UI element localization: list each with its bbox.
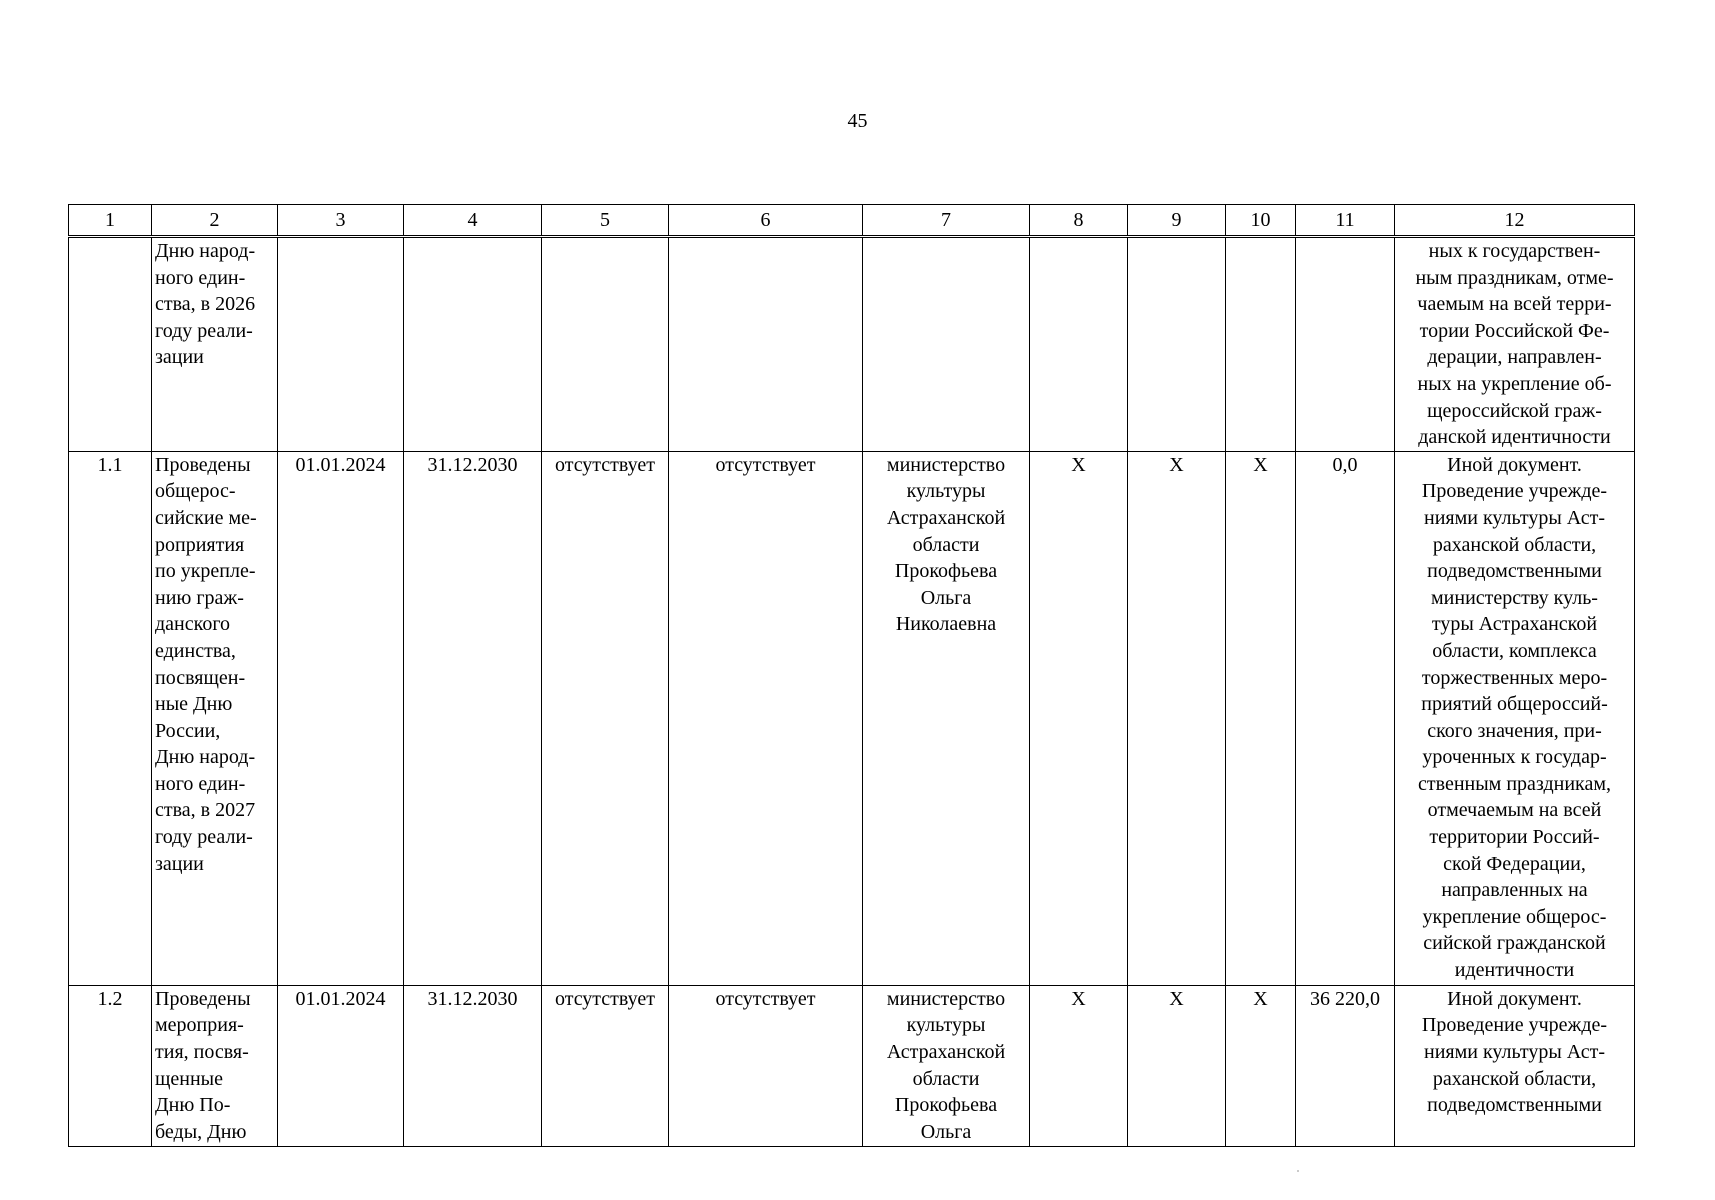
cell-end-date	[404, 237, 542, 452]
cell-col8	[1030, 237, 1128, 452]
cell-document: Иной документ. Проведение учрежде- ниями культуры Аст- раханской области, подведомственными министерству куль- туры Астраханской области, комплекса торжественных меро- приятий общероссий- ского значения, при- уроченных к государ- ственным праздникам, отмечаемым на всей территории Россий- ской Федерации, направленных на укрепление общерос- сийской гражданской идентичности	[1395, 451, 1635, 985]
cell-end-date: 31.12.2030	[404, 451, 542, 985]
cell-col10: Х	[1226, 451, 1296, 985]
cell-amount	[1296, 237, 1395, 452]
cell-amount: 36 220,0	[1296, 985, 1395, 1146]
scan-speck	[1297, 1170, 1299, 1172]
column-header-7: 7	[863, 205, 1030, 237]
cell-amount: 0,0	[1296, 451, 1395, 985]
column-header-6: 6	[669, 205, 863, 237]
cell-responsible: министерство культуры Астраханской области Прокофьева Ольга Николаевна	[863, 451, 1030, 985]
column-header-5: 5	[542, 205, 669, 237]
cell-col10: Х	[1226, 985, 1296, 1146]
cell-start-date	[278, 237, 404, 452]
cell-col10	[1226, 237, 1296, 452]
cell-col9	[1128, 237, 1226, 452]
cell-col6	[669, 237, 863, 452]
cell-start-date: 01.01.2024	[278, 451, 404, 985]
column-header-1: 1	[69, 205, 152, 237]
cell-number: 1.2	[69, 985, 152, 1146]
cell-col5: отсутствует	[542, 451, 669, 985]
cell-col8: Х	[1030, 451, 1128, 985]
cell-document: ных к государствен- ным праздникам, отме- чаемым на всей терри- тории Российской Фе- дерации, направлен- ных на укрепление об- щероссийской граж- данской идентичности	[1395, 237, 1635, 452]
column-header-2: 2	[152, 205, 278, 237]
cell-col5	[542, 237, 669, 452]
column-header-8: 8	[1030, 205, 1128, 237]
cell-col5: отсутствует	[542, 985, 669, 1146]
cell-col6: отсутствует	[669, 985, 863, 1146]
cell-responsible	[863, 237, 1030, 452]
cell-number: 1.1	[69, 451, 152, 985]
table-header-row	[69, 205, 1635, 237]
cell-col9: Х	[1128, 985, 1226, 1146]
column-header-11: 11	[1296, 205, 1395, 237]
column-header-12: 12	[1395, 205, 1635, 237]
cell-col9: Х	[1128, 451, 1226, 985]
cell-number	[69, 237, 152, 452]
cell-event-name: Проведены общерос- сийские ме- роприятия по укрепле- нию граж- данского единства, посвящен- ные Дню России, Дню народ- ного един- ства, в 2027 году реали- зации	[152, 451, 278, 985]
table-row-1-1	[69, 451, 1635, 985]
cell-col8: Х	[1030, 985, 1128, 1146]
table-row-1-2	[69, 985, 1635, 1146]
table-row-continuation	[69, 237, 1635, 452]
cell-event-name: Дню народ- ного един- ства, в 2026 году реали- зации	[152, 237, 278, 452]
cell-col6: отсутствует	[669, 451, 863, 985]
page-number: 45	[847, 110, 868, 132]
column-header-3: 3	[278, 205, 404, 237]
column-header-4: 4	[404, 205, 542, 237]
column-header-10: 10	[1226, 205, 1296, 237]
cell-document: Иной документ. Проведение учрежде- ниями культуры Аст- раханской области, подведомственными	[1395, 985, 1635, 1146]
cell-responsible: министерство культуры Астраханской области Прокофьева Ольга	[863, 985, 1030, 1146]
column-header-9: 9	[1128, 205, 1226, 237]
cell-end-date: 31.12.2030	[404, 985, 542, 1146]
cell-event-name: Проведены мероприя- тия, посвя- щенные Дню По- беды, Дню	[152, 985, 278, 1146]
cell-start-date: 01.01.2024	[278, 985, 404, 1146]
plan-table	[68, 204, 1635, 1147]
